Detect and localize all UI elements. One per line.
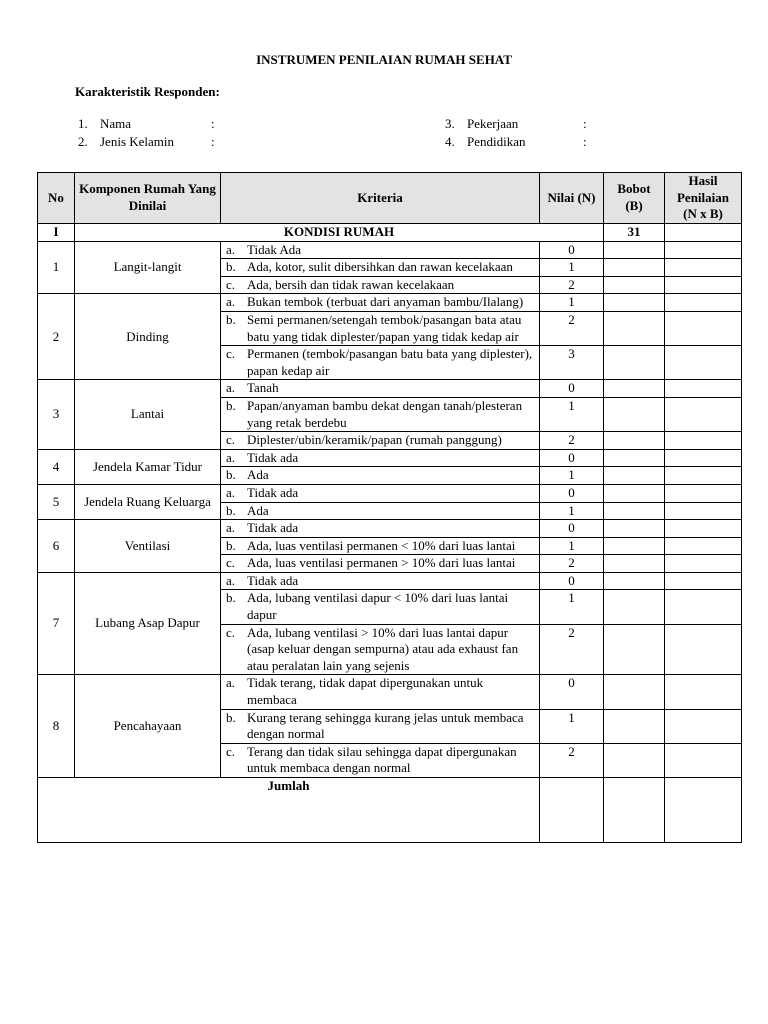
hasil-cell — [665, 467, 742, 485]
kriteria-letter: a. — [226, 675, 236, 691]
kriteria-text: Ada, lubang ventilasi dapur < 10% dari luas lantai dapur — [247, 590, 509, 623]
kriteria-cell — [221, 259, 540, 277]
kriteria-text: Ada, kotor, sulit dibersihkan dan rawan kecelakaan — [247, 259, 513, 275]
field-number: 3. — [445, 116, 455, 131]
kriteria-text: Tidak terang, tidak dapat dipergunakan untuk membaca — [247, 675, 484, 708]
hasil-cell — [665, 346, 742, 380]
field-number: 4. — [445, 134, 455, 149]
hasil-cell — [665, 276, 742, 294]
header-komponen: Komponen Rumah Yang Dinilai — [75, 173, 221, 224]
row-number: 6 — [38, 520, 75, 573]
kriteria-letter: a. — [226, 484, 236, 500]
row-number: 3 — [38, 380, 75, 449]
hasil-cell — [665, 502, 742, 520]
kriteria-letter: a. — [226, 241, 236, 257]
bobot-cell — [604, 484, 665, 502]
nilai-cell: 0 — [540, 675, 604, 709]
row-number: 4 — [38, 449, 75, 484]
komponen-cell: Langit-langit — [75, 241, 221, 294]
header-nilai: Nilai (N) — [540, 173, 604, 224]
total-bobot — [604, 778, 665, 843]
kriteria-cell — [221, 743, 540, 777]
nilai-cell: 0 — [540, 380, 604, 398]
kriteria-cell — [221, 432, 540, 450]
field-label: Pendidikan — [467, 134, 526, 149]
row-number: 1 — [38, 241, 75, 294]
kriteria-text: Terang dan tidak silau sehingga dapat dipergunakan untuk membaca dengan normal — [247, 743, 517, 776]
kriteria-letter: c. — [226, 743, 236, 759]
bobot-cell — [604, 449, 665, 467]
hasil-cell — [665, 397, 742, 431]
section-number: I — [38, 224, 75, 242]
nilai-cell: 2 — [540, 624, 604, 675]
bobot-cell — [604, 624, 665, 675]
hasil-cell — [665, 590, 742, 624]
kriteria-cell — [221, 467, 540, 485]
komponen-cell: Ventilasi — [75, 520, 221, 573]
bobot-cell — [604, 520, 665, 538]
kriteria-text: Ada, luas ventilasi permanen < 10% dari luas lantai — [247, 537, 516, 553]
kriteria-letter: a. — [226, 294, 236, 310]
kriteria-text: Bukan tembok (terbuat dari anyaman bambu/Ilalang) — [247, 294, 524, 310]
kriteria-cell — [221, 537, 540, 555]
kriteria-text: Ada, bersih dan tidak rawan kecelakaan — [247, 276, 455, 292]
row-number: 8 — [38, 675, 75, 778]
kriteria-text: Tidak ada — [247, 484, 299, 500]
kriteria-letter: b. — [226, 467, 236, 483]
kriteria-text: Tidak ada — [247, 520, 299, 536]
kriteria-letter: c. — [226, 346, 236, 362]
bobot-cell — [604, 432, 665, 450]
kriteria-cell — [221, 502, 540, 520]
total-hasil — [665, 778, 742, 843]
table-row — [38, 675, 742, 709]
kriteria-cell — [221, 294, 540, 312]
respondent-field-pekerjaan — [445, 116, 518, 132]
kriteria-cell — [221, 675, 540, 709]
kriteria-text: Tidak Ada — [247, 241, 302, 257]
total-nilai — [540, 778, 604, 843]
nilai-cell: 0 — [540, 449, 604, 467]
hasil-cell — [665, 294, 742, 312]
kriteria-letter: b. — [226, 537, 236, 553]
section-row — [38, 224, 742, 242]
kriteria-text: Ada, lubang ventilasi > 10% dari luas lantai dapur (asap keluar dengan sempurna) atau ada exhaust fan atau peralatan lain yang sejenis — [247, 624, 519, 673]
kriteria-cell — [221, 520, 540, 538]
bobot-cell — [604, 276, 665, 294]
bobot-cell — [604, 572, 665, 590]
table-row — [38, 484, 742, 502]
section-label: KONDISI RUMAH — [75, 224, 604, 242]
header-hasil: Hasil Penilaian (N x B) — [665, 173, 742, 224]
kriteria-text: Kurang terang sehingga kurang jelas untuk membaca dengan normal — [247, 709, 524, 742]
table-row — [38, 380, 742, 398]
hasil-cell — [665, 709, 742, 743]
komponen-cell: Jendela Kamar Tidur — [75, 449, 221, 484]
field-colon: : — [583, 134, 587, 149]
kriteria-text: Tidak ada — [247, 572, 299, 588]
kriteria-letter: a. — [226, 380, 236, 396]
nilai-cell: 1 — [540, 537, 604, 555]
kriteria-text: Ada, luas ventilasi permanen > 10% dari luas lantai — [247, 555, 516, 571]
hasil-cell — [665, 520, 742, 538]
table-row — [38, 572, 742, 590]
field-colon: : — [583, 116, 587, 131]
nilai-cell: 1 — [540, 502, 604, 520]
kriteria-cell — [221, 397, 540, 431]
bobot-cell — [604, 555, 665, 573]
kriteria-text: Ada — [247, 467, 269, 483]
kriteria-cell — [221, 484, 540, 502]
hasil-cell — [665, 432, 742, 450]
bobot-cell — [604, 259, 665, 277]
bobot-cell — [604, 467, 665, 485]
kriteria-letter: b. — [226, 709, 236, 725]
kriteria-text: Permanen (tembok/pasangan batu bata yang diplester), papan kedap air — [247, 346, 533, 378]
hasil-cell — [665, 484, 742, 502]
respondent-field-pendidikan — [445, 134, 526, 150]
hasil-cell — [665, 555, 742, 573]
bobot-cell — [604, 346, 665, 380]
hasil-cell — [665, 241, 742, 259]
nilai-cell: 3 — [540, 346, 604, 380]
kriteria-letter: c. — [226, 555, 236, 571]
kriteria-cell — [221, 555, 540, 573]
kriteria-cell — [221, 590, 540, 624]
table-row — [38, 449, 742, 467]
kriteria-text: Diplester/ubin/keramik/papan (rumah panggung) — [247, 432, 502, 448]
kriteria-letter: c. — [226, 432, 236, 448]
hasil-cell — [665, 259, 742, 277]
komponen-cell: Lubang Asap Dapur — [75, 572, 221, 675]
nilai-cell: 2 — [540, 743, 604, 777]
hasil-cell — [665, 537, 742, 555]
bobot-cell — [604, 743, 665, 777]
kriteria-text: Tidak ada — [247, 449, 299, 465]
table-row — [38, 294, 742, 312]
bobot-cell — [604, 590, 665, 624]
header-no: No — [38, 173, 75, 224]
kriteria-cell — [221, 449, 540, 467]
nilai-cell: 1 — [540, 467, 604, 485]
field-label: Pekerjaan — [467, 116, 519, 131]
kriteria-letter: b. — [226, 590, 236, 606]
respondent-heading: Karakteristik Responden: — [75, 84, 220, 99]
header-bobot: Bobot (B) — [604, 173, 665, 224]
row-number: 7 — [38, 572, 75, 675]
section-hasil — [665, 224, 742, 242]
field-number: 1. — [78, 116, 88, 131]
kriteria-cell — [221, 276, 540, 294]
nilai-cell: 2 — [540, 311, 604, 345]
kriteria-letter: b. — [226, 259, 236, 275]
bobot-cell — [604, 502, 665, 520]
nilai-cell: 1 — [540, 259, 604, 277]
nilai-cell: 0 — [540, 520, 604, 538]
header-kriteria: Kriteria — [221, 173, 540, 224]
respondent-field-nama — [78, 116, 131, 132]
bobot-cell — [604, 537, 665, 555]
kriteria-text: Tanah — [247, 380, 279, 396]
bobot-cell — [604, 675, 665, 709]
kriteria-cell — [221, 311, 540, 345]
hasil-cell — [665, 743, 742, 777]
nilai-cell: 1 — [540, 709, 604, 743]
nilai-cell: 2 — [540, 276, 604, 294]
nilai-cell: 2 — [540, 432, 604, 450]
kriteria-cell — [221, 380, 540, 398]
bobot-cell — [604, 380, 665, 398]
komponen-cell: Dinding — [75, 294, 221, 380]
document-title: INSTRUMEN PENILAIAN RUMAH SEHAT — [256, 52, 512, 67]
kriteria-letter: a. — [226, 572, 236, 588]
kriteria-cell — [221, 709, 540, 743]
kriteria-letter: c. — [226, 624, 236, 640]
field-colon: : — [211, 116, 215, 131]
kriteria-letter: b. — [226, 311, 236, 327]
hasil-cell — [665, 624, 742, 675]
komponen-cell: Lantai — [75, 380, 221, 449]
komponen-cell: Jendela Ruang Keluarga — [75, 484, 221, 519]
kriteria-cell — [221, 346, 540, 380]
field-label: Jenis Kelamin — [100, 134, 175, 149]
kriteria-text: Semi permanen/setengah tembok/pasangan bata atau batu yang tidak diplester/papan yang tidak kedap air — [247, 311, 522, 344]
hasil-cell — [665, 449, 742, 467]
kriteria-cell — [221, 241, 540, 259]
nilai-cell: 0 — [540, 572, 604, 590]
kriteria-letter: a. — [226, 449, 236, 465]
kriteria-cell — [221, 624, 540, 675]
kriteria-letter: c. — [226, 276, 236, 292]
kriteria-text: Ada — [247, 502, 269, 518]
row-number: 5 — [38, 484, 75, 519]
field-number: 2. — [78, 134, 88, 149]
komponen-cell: Pencahayaan — [75, 675, 221, 778]
section-bobot: 31 — [604, 224, 665, 242]
table-row — [38, 241, 742, 259]
field-label: Nama — [100, 116, 132, 131]
hasil-cell — [665, 572, 742, 590]
bobot-cell — [604, 241, 665, 259]
bobot-cell — [604, 709, 665, 743]
nilai-cell: 1 — [540, 397, 604, 431]
nilai-cell: 0 — [540, 484, 604, 502]
kriteria-letter: a. — [226, 520, 236, 536]
table-row — [38, 520, 742, 538]
hasil-cell — [665, 675, 742, 709]
kriteria-cell — [221, 572, 540, 590]
nilai-cell: 0 — [540, 241, 604, 259]
kriteria-text: Papan/anyaman bambu dekat dengan tanah/plesteran yang retak berdebu — [247, 397, 523, 430]
assessment-table — [37, 172, 742, 843]
total-label: Jumlah — [38, 778, 540, 843]
bobot-cell — [604, 311, 665, 345]
nilai-cell: 1 — [540, 294, 604, 312]
bobot-cell — [604, 294, 665, 312]
kriteria-letter: b. — [226, 397, 236, 413]
field-colon: : — [211, 134, 215, 149]
total-row — [38, 778, 742, 843]
nilai-cell: 2 — [540, 555, 604, 573]
bobot-cell — [604, 397, 665, 431]
hasil-cell — [665, 380, 742, 398]
hasil-cell — [665, 311, 742, 345]
nilai-cell: 1 — [540, 590, 604, 624]
table-header-row — [38, 173, 742, 224]
row-number: 2 — [38, 294, 75, 380]
kriteria-letter: b. — [226, 502, 236, 518]
respondent-field-jenis-kelamin — [78, 134, 174, 150]
